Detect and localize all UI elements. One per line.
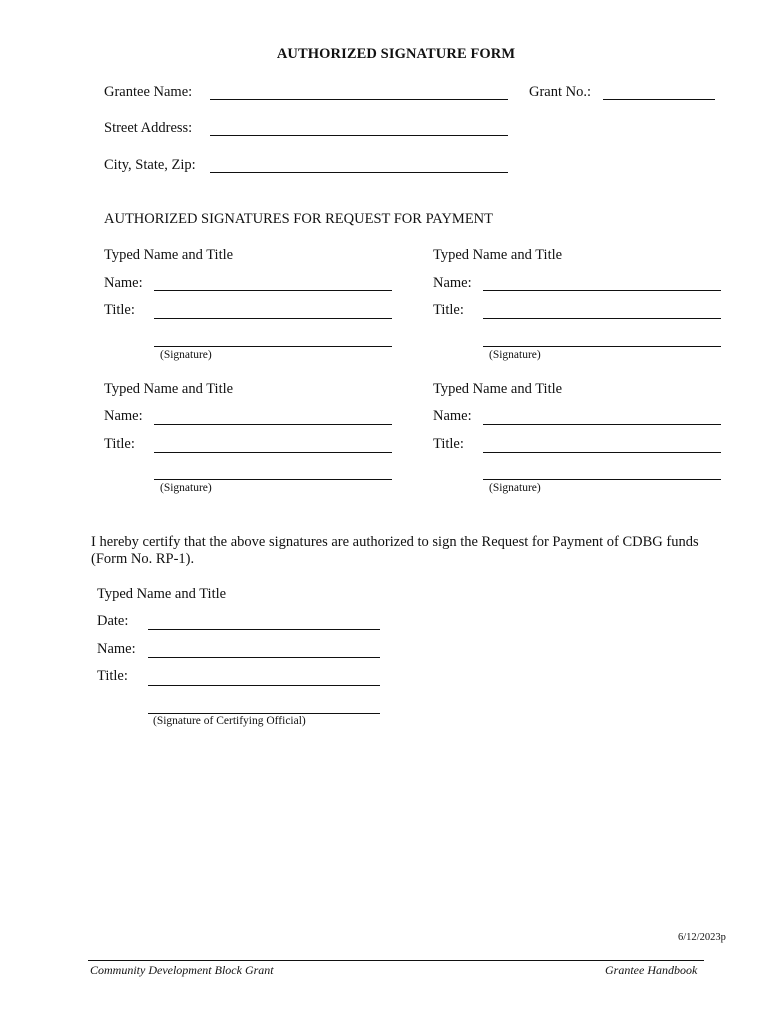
- grant-no-field[interactable]: [603, 99, 715, 100]
- signature-field[interactable]: [154, 479, 392, 480]
- signature-caption: (Signature): [489, 349, 541, 361]
- footer-rule: [88, 960, 704, 961]
- title-label: Title:: [104, 302, 135, 318]
- signature-field[interactable]: [483, 346, 721, 347]
- city-state-zip-field[interactable]: [210, 172, 508, 173]
- name-label: Name:: [433, 408, 472, 424]
- signature-caption: (Signature): [160, 349, 212, 361]
- title-label: Title:: [104, 436, 135, 452]
- revision-date: 6/12/2023p: [678, 932, 726, 943]
- street-address-field[interactable]: [210, 135, 508, 136]
- certification-text: I hereby certify that the above signatures are authorized to sign the Request for Payment of CDBG funds (Form No. RP-1).: [91, 534, 699, 567]
- title-label: Title:: [433, 302, 464, 318]
- city-state-zip-label: City, State, Zip:: [104, 157, 196, 173]
- street-address-label: Street Address:: [104, 120, 193, 136]
- grantee-name-label: Grantee Name:: [104, 84, 193, 100]
- signature-caption: (Signature): [160, 482, 212, 494]
- signature-field[interactable]: [483, 479, 721, 480]
- typed-name-title-label: Typed Name and Title: [433, 381, 563, 397]
- typed-name-title-label: Typed Name and Title: [104, 381, 234, 397]
- typed-name-title-label: Typed Name and Title: [104, 247, 234, 263]
- name-label: Name:: [104, 408, 143, 424]
- name-field[interactable]: [483, 290, 721, 291]
- title-label: Title:: [97, 668, 128, 684]
- title-field[interactable]: [483, 318, 721, 319]
- date-field[interactable]: [148, 629, 380, 630]
- signature-field[interactable]: [148, 713, 380, 714]
- title-label: Title:: [433, 436, 464, 452]
- signature-field[interactable]: [154, 346, 392, 347]
- title-field[interactable]: [483, 452, 721, 453]
- name-field[interactable]: [148, 657, 380, 658]
- typed-name-title-label: Typed Name and Title: [433, 247, 563, 263]
- title-field[interactable]: [148, 685, 380, 686]
- name-label: Name:: [97, 641, 136, 657]
- name-label: Name:: [433, 275, 472, 291]
- signature-caption: (Signature of Certifying Official): [153, 715, 306, 727]
- footer-right: Grantee Handbook: [605, 963, 698, 977]
- grant-no-label: Grant No.:: [529, 84, 592, 100]
- grantee-name-field[interactable]: [210, 99, 508, 100]
- typed-name-title-label: Typed Name and Title: [97, 586, 227, 602]
- name-field[interactable]: [154, 290, 392, 291]
- form-title: AUTHORIZED SIGNATURE FORM: [276, 46, 516, 62]
- signatures-heading: AUTHORIZED SIGNATURES FOR REQUEST FOR PAYMENT: [104, 211, 494, 227]
- signature-caption: (Signature): [489, 482, 541, 494]
- name-field[interactable]: [154, 424, 392, 425]
- title-field[interactable]: [154, 318, 392, 319]
- date-label: Date:: [97, 613, 129, 629]
- footer-left: Community Development Block Grant: [90, 963, 274, 977]
- title-field[interactable]: [154, 452, 392, 453]
- name-label: Name:: [104, 275, 143, 291]
- name-field[interactable]: [483, 424, 721, 425]
